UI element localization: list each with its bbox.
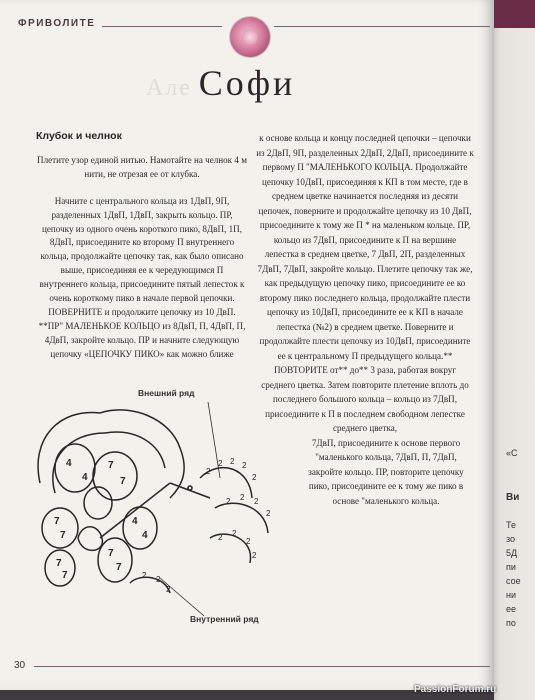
next-page-fragment: 5Д — [506, 548, 518, 558]
chain-count: 2 — [252, 551, 257, 560]
instructions-final: 7ДвП, присоедините к основе первого "маленького кольца, 7ДвП, П, 7ДвП, закройте кольцо. ПР, повторите цепочку пико, присоедините ее к тому же пико в основе "маленького кольца. — [308, 437, 464, 506]
outer-row-label: Внешний ряд — [138, 388, 195, 398]
petal-ring-4 — [123, 507, 157, 549]
next-page-fragment: сое — [506, 576, 521, 586]
rose-badge-icon — [230, 17, 270, 57]
right-scallop-2 — [215, 503, 268, 533]
tatting-diagram-svg — [20, 388, 290, 638]
ring-number: 7 — [60, 530, 66, 541]
inner-arc-2 — [105, 432, 165, 468]
left-column — [36, 130, 248, 375]
chain-count: 2 — [252, 473, 257, 482]
inner-row-label: Внутренний ряд — [190, 614, 259, 624]
chain-count: 2 — [206, 467, 211, 476]
page-number: 30 — [14, 660, 26, 671]
watermark: PassionForum.ru — [414, 684, 497, 695]
petal-ring-3 — [42, 508, 78, 548]
next-page-fragment: зо — [506, 534, 516, 544]
chain-count: 2 — [166, 585, 171, 594]
header-rule-right — [274, 26, 490, 27]
next-page-edge — [494, 0, 535, 700]
footer-rule — [34, 666, 490, 667]
chain-count: 2 — [142, 571, 147, 580]
ring-number: 7 — [116, 562, 122, 573]
outer-arc-1 — [38, 412, 100, 483]
instructions-continued: к основе кольца и концу последней цепочки – цепочки из 2ДвП, 9П, разделенных 2ДвП, 2ДвП, присоедините к первому П "МАЛЕНЬКОГО КОЛЬЦА. Продолжайте цепочку 10ДвП, присоединяя к КП в том месте, где в среднем цветке начинается последняя из десяти цепочек, поверните и продолжайте цепочку из 10 ДвП, присоедините к тому же П * на маленьком кольце. ПР, кольцо из 7ДвП, присоедините к П на вершине лепестка в среднем цветке, 7 ДвП, 2П, разделенных 7ДвП, 7ДвП, закройте кольцо. Плетите цепочку так же, как предыдущую цепочку пико, присоедините ее ко второму пико последнего кольца, продолжайте плести цепочку из 10ДвП, присоедините ее к КП в начале лепестка (№2) в среднем цветке. Поверните и продолжайте плести цепочку из 10ДвП, присоедините ее к центральному П предыдущего кольца.** ПОВТОРИТЕ от** до** 3 раза, работая вокруг среднего цветка. Затем повторите плетение вплоть до последнего большого кольца – кольцо из 7ДвП, присоедините к П в последнем свободном лепестке среднего цветка, — [256, 133, 474, 433]
intro-paragraph: Плетите узор единой нитью. Намотайте на челнок 4 м нити, не отрезая ее от клубка. — [37, 154, 247, 179]
picot-dots — [188, 486, 192, 490]
next-page-fragment: пи — [506, 562, 516, 572]
ring-number: 4 — [132, 516, 138, 527]
chain-count: 2 — [254, 497, 259, 506]
next-page-fragment: «С — [506, 448, 518, 458]
chain-count: 2 — [218, 459, 223, 468]
right-scallop-3 — [210, 534, 251, 563]
petal-ring-1 — [55, 444, 95, 492]
instructions-paragraph: Начните с центрального кольца из 1ДвП, 9П, разделенных 1ДвП, 1ДвП, закрыть кольцо. ПР, цепочку из одного очень короткого пико, 8ДвП, 1П, 8ДвП, присоедините ко второму П внутреннего кольца, продолжайте цепочку так, как было описано выше, присоединяя ее к чередующимся П внутреннего кольца, присоедините пятый лепесток к очень короткому пико в начале первой цепочки. ПОВЕРНИТЕ и продолжите цепочку из 10 ДвП. **ПР" МАЛЕНЬКОЕ КОЛЬЦО из 8ДвП, П, 4ДвП, П, 4ДвП, закройте кольцо. ПР и начните следующую цепочку «ЦЕПОЧКУ ПИКО» как можно ближе — [38, 195, 246, 359]
chain-count: 2 — [230, 457, 235, 466]
tatting-diagram — [20, 388, 290, 638]
outer-arc-3 — [170, 448, 184, 498]
ring-number: 7 — [62, 570, 68, 581]
next-page-fragment: по — [506, 618, 516, 628]
chain-count: 2 — [226, 497, 231, 506]
next-page-fragment: Ви — [506, 492, 520, 503]
header-rule-left — [102, 26, 222, 27]
ring-number: 4 — [82, 472, 88, 483]
ring-number: 7 — [56, 558, 62, 569]
ring-number: 7 — [108, 548, 114, 559]
ring-number: 7 — [120, 476, 126, 487]
ring-number: 7 — [54, 516, 60, 527]
chain-count: 2 — [218, 533, 223, 542]
center-flower — [78, 527, 102, 551]
next-page-fragment: ни — [506, 590, 516, 600]
inner-label-pointer — [160, 578, 204, 616]
next-page-header-bar — [494, 0, 535, 28]
materials-subtitle: Клубок и челнок — [36, 130, 122, 142]
chain-count: 2 — [242, 461, 247, 470]
chain-count: 2 — [240, 493, 245, 502]
petal-ring-5 — [98, 538, 132, 582]
section-header: ФРИВОЛИТЕ — [18, 18, 96, 29]
chain-count: 2 — [232, 529, 237, 538]
outer-arc-2 — [100, 410, 180, 448]
lower-ring — [130, 577, 170, 593]
ghost-title: Але — [146, 75, 192, 101]
chain-count: 2 — [266, 509, 271, 518]
chain-count: 2 — [156, 575, 161, 584]
ring-number: 7 — [108, 460, 114, 471]
next-page-fragment: Те — [506, 520, 516, 530]
next-page-fragment: ее — [506, 604, 517, 614]
ring-number: 4 — [142, 530, 148, 541]
page-title: Софи — [198, 63, 296, 103]
petal-ring-2 — [93, 452, 137, 500]
chain-count: 2 — [246, 537, 251, 546]
ring-number: 4 — [66, 458, 72, 469]
